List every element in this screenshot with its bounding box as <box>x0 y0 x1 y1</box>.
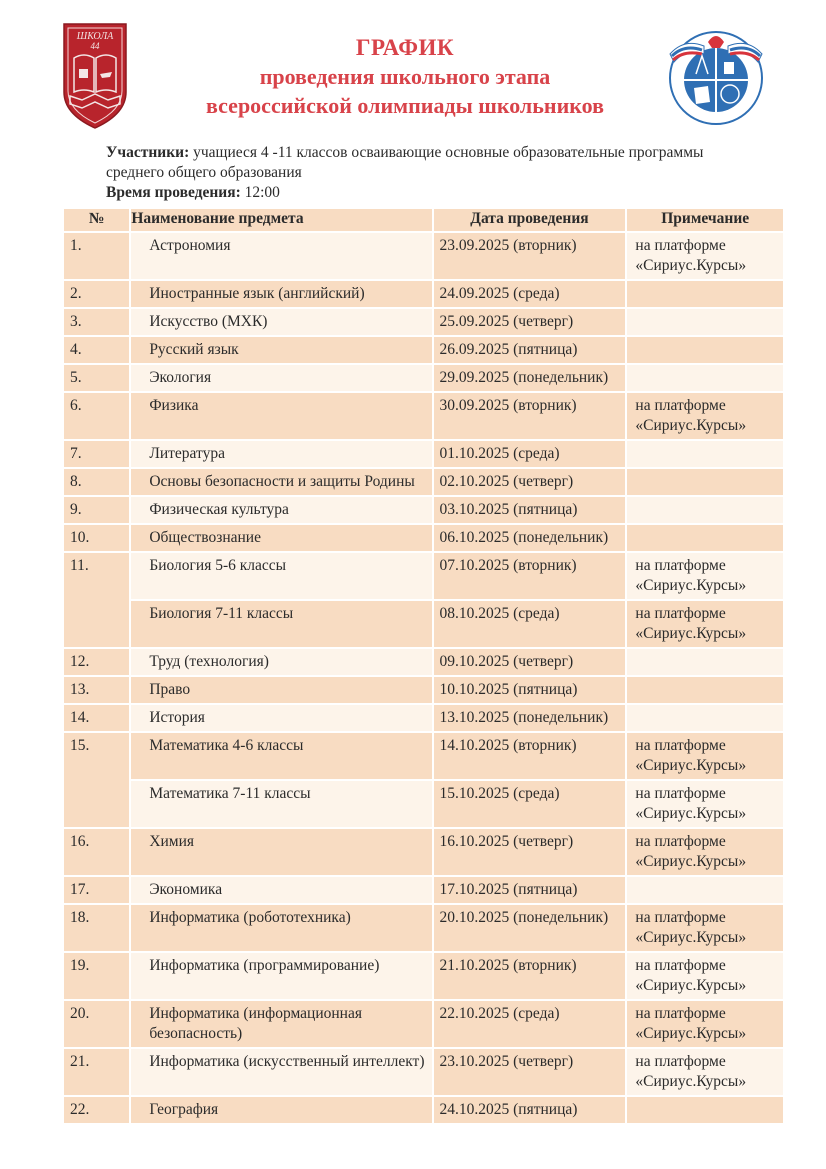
table-row <box>64 337 783 363</box>
table-row <box>64 525 783 551</box>
event-date: 26.09.2025 (пятница) <box>434 337 626 363</box>
row-note: на платформе «Сириус.Курсы» <box>627 553 783 599</box>
row-number: 2. <box>64 281 129 307</box>
event-date: 07.10.2025 (вторник) <box>434 553 626 599</box>
row-number: 6. <box>64 393 129 439</box>
row-number: 10. <box>64 525 129 551</box>
participants-line <box>106 143 746 183</box>
logo-text-number: 44 <box>90 41 100 51</box>
row-note <box>627 469 783 495</box>
subject-name: География <box>131 1097 431 1123</box>
row-number: 11. <box>64 553 129 647</box>
event-date: 14.10.2025 (вторник) <box>434 733 626 779</box>
subject-name: Иностранные язык (английский) <box>131 281 431 307</box>
table-body <box>64 233 783 1123</box>
table-row <box>64 649 783 675</box>
row-note: на платформе «Сириус.Курсы» <box>627 953 783 999</box>
time-value: 12:00 <box>244 184 280 201</box>
row-note: на платформе «Сириус.Курсы» <box>627 781 783 827</box>
event-date: 08.10.2025 (среда) <box>434 601 626 647</box>
subject-name: Обществознание <box>131 525 431 551</box>
row-note: на платформе «Сириус.Курсы» <box>627 601 783 647</box>
row-number: 18. <box>64 905 129 951</box>
row-note <box>627 441 783 467</box>
row-note <box>627 649 783 675</box>
subject-name: Основы безопасности и защиты Родины <box>131 469 431 495</box>
subject-name: Физическая культура <box>131 497 431 523</box>
row-note: на платформе «Сириус.Курсы» <box>627 905 783 951</box>
event-date: 13.10.2025 (понедельник) <box>434 705 626 731</box>
row-note: на платформе «Сириус.Курсы» <box>627 1001 783 1047</box>
subject-name: Информатика (искусственный интеллект) <box>131 1049 431 1095</box>
row-note <box>627 365 783 391</box>
event-date: 23.09.2025 (вторник) <box>434 233 626 279</box>
row-number: 3. <box>64 309 129 335</box>
subject-name: Право <box>131 677 431 703</box>
row-number: 7. <box>64 441 129 467</box>
subject-name: Литература <box>131 441 431 467</box>
row-number: 17. <box>64 877 129 903</box>
event-date: 15.10.2025 (среда) <box>434 781 626 827</box>
event-date: 10.10.2025 (пятница) <box>434 677 626 703</box>
row-note: на платформе «Сириус.Курсы» <box>627 733 783 779</box>
subject-name: Математика 7-11 классы <box>131 781 431 827</box>
column-header-subject: Наименование предмета <box>131 209 431 231</box>
table-row <box>64 1097 783 1123</box>
table-row <box>64 677 783 703</box>
event-date: 09.10.2025 (четверг) <box>434 649 626 675</box>
row-number: 9. <box>64 497 129 523</box>
row-note: на платформе «Сириус.Курсы» <box>627 393 783 439</box>
column-header-number: № <box>64 209 129 231</box>
table-row <box>64 905 783 951</box>
table-row <box>64 781 783 827</box>
event-date: 24.10.2025 (пятница) <box>434 1097 626 1123</box>
table-row <box>64 441 783 467</box>
subject-name: Искусство (МХК) <box>131 309 431 335</box>
table-row <box>64 309 783 335</box>
row-number: 5. <box>64 365 129 391</box>
event-date: 16.10.2025 (четверг) <box>434 829 626 875</box>
time-line <box>106 183 746 203</box>
column-header-note: Примечание <box>627 209 783 231</box>
row-note <box>627 1097 783 1123</box>
row-note <box>627 281 783 307</box>
event-date: 24.09.2025 (среда) <box>434 281 626 307</box>
row-note <box>627 877 783 903</box>
subject-name: Русский язык <box>131 337 431 363</box>
column-header-date: Дата проведения <box>434 209 626 231</box>
row-number: 21. <box>64 1049 129 1095</box>
subject-name: Химия <box>131 829 431 875</box>
row-number: 16. <box>64 829 129 875</box>
row-number: 20. <box>64 1001 129 1047</box>
participants-text: учащиеся 4 -11 классов осваивающие основные образовательные программы среднего общего образования <box>106 144 704 181</box>
school-44-shield-emblem-icon <box>62 22 128 130</box>
table-row <box>64 705 783 731</box>
event-date: 21.10.2025 (вторник) <box>434 953 626 999</box>
row-number: 22. <box>64 1097 129 1123</box>
participants-label: Участники: <box>106 144 190 161</box>
row-number: 13. <box>64 677 129 703</box>
row-number: 14. <box>64 705 129 731</box>
table-row <box>64 365 783 391</box>
table-row <box>64 877 783 903</box>
subject-name: Экология <box>131 365 431 391</box>
intro-section <box>106 143 746 203</box>
row-note: на платформе «Сириус.Курсы» <box>627 829 783 875</box>
event-date: 17.10.2025 (пятница) <box>434 877 626 903</box>
row-number: 1. <box>64 233 129 279</box>
row-note <box>627 705 783 731</box>
table-row <box>64 553 783 599</box>
table-row <box>64 281 783 307</box>
table-row <box>64 1001 783 1047</box>
time-label: Время проведения: <box>106 184 241 201</box>
subject-name: Экономика <box>131 877 431 903</box>
document-title: ГРАФИК <box>355 35 455 60</box>
event-date: 01.10.2025 (среда) <box>434 441 626 467</box>
table-row <box>64 1049 783 1095</box>
table-row <box>64 497 783 523</box>
table-row <box>64 733 783 779</box>
event-date: 23.10.2025 (четверг) <box>434 1049 626 1095</box>
row-note <box>627 337 783 363</box>
subject-name: Труд (технология) <box>131 649 431 675</box>
subject-name: Математика 4-6 классы <box>131 733 431 779</box>
event-date: 20.10.2025 (понедельник) <box>434 905 626 951</box>
row-note <box>627 309 783 335</box>
subject-name: Информатика (программирование) <box>131 953 431 999</box>
row-number: 19. <box>64 953 129 999</box>
subject-name: Астрономия <box>131 233 431 279</box>
row-number: 12. <box>64 649 129 675</box>
row-note: на платформе «Сириус.Курсы» <box>627 1049 783 1095</box>
event-date: 25.09.2025 (четверг) <box>434 309 626 335</box>
row-note <box>627 497 783 523</box>
row-note <box>627 525 783 551</box>
row-number: 8. <box>64 469 129 495</box>
table-row <box>64 829 783 875</box>
row-note: на платформе «Сириус.Курсы» <box>627 233 783 279</box>
subject-name: Информатика (робототехника) <box>131 905 431 951</box>
document-subtitle-line1: проведения школьного этапа <box>259 64 551 89</box>
row-number: 15. <box>64 733 129 827</box>
event-date: 22.10.2025 (среда) <box>434 1001 626 1047</box>
table-row <box>64 953 783 999</box>
event-date: 30.09.2025 (вторник) <box>434 393 626 439</box>
event-date: 03.10.2025 (пятница) <box>434 497 626 523</box>
event-date: 29.09.2025 (понедельник) <box>434 365 626 391</box>
event-date: 06.10.2025 (понедельник) <box>434 525 626 551</box>
table-row <box>64 469 783 495</box>
subject-name: Информатика (информационная безопасность) <box>131 1001 431 1047</box>
table-row <box>64 601 783 647</box>
row-number: 4. <box>64 337 129 363</box>
subject-name: Биология 5-6 классы <box>131 553 431 599</box>
document-title-block <box>150 34 660 120</box>
subject-name: История <box>131 705 431 731</box>
table-row <box>64 393 783 439</box>
event-date: 02.10.2025 (четверг) <box>434 469 626 495</box>
logo-text-school: ШКОЛА <box>76 31 114 42</box>
table-header-row <box>64 209 783 231</box>
table-row <box>64 233 783 279</box>
olympiad-emblem-icon <box>664 24 768 128</box>
document-subtitle-line2: всероссийской олимпиады школьников <box>206 93 604 118</box>
subject-name: Физика <box>131 393 431 439</box>
olympiad-schedule-table <box>62 207 785 1125</box>
row-note <box>627 677 783 703</box>
subject-name: Биология 7-11 классы <box>131 601 431 647</box>
